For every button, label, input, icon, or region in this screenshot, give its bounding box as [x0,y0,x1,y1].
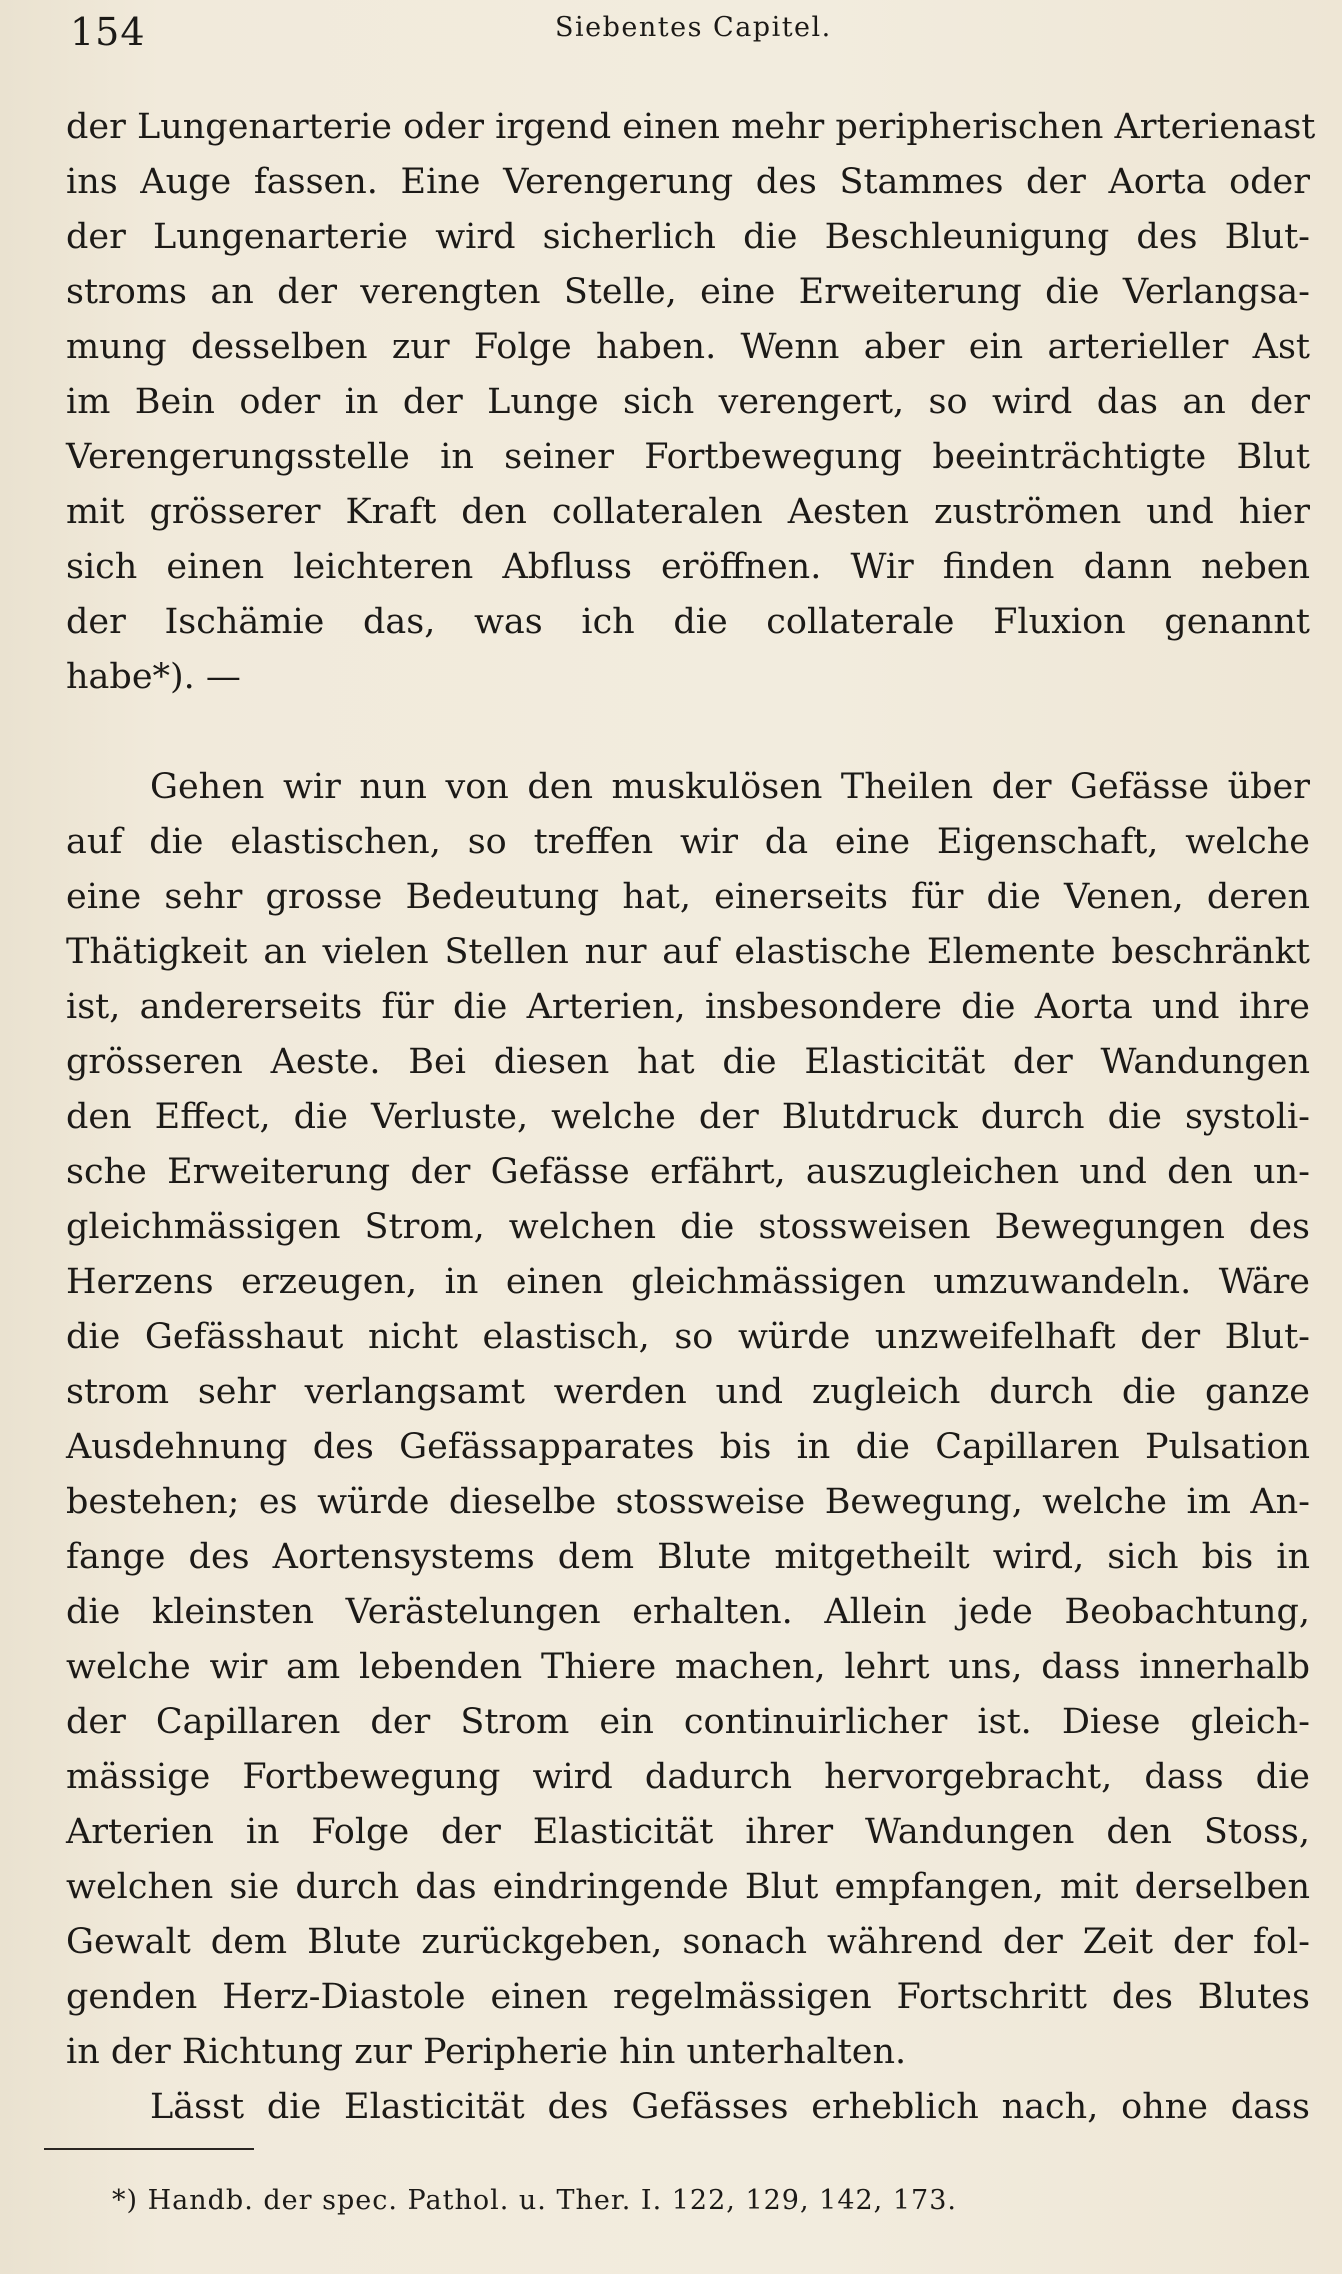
text-line: Gewalt dem Blute zurückgeben, sonach während der Zeit der fol- [66,1922,1310,1962]
paragraph-3 [66,2080,1310,2135]
text-line: der Capillaren der Strom ein continuirlicher ist. Diese gleich- [66,1702,1310,1742]
text-line: bestehen; es würde dieselbe stossweise Bewegung, welche im An- [66,1482,1310,1522]
text-line: mässige Fortbewegung wird dadurch hervorgebracht, dass die [66,1757,1310,1797]
text-line: der Lungenarterie wird sicherlich die Beschleunigung des Blut- [66,217,1310,257]
text-line: genden Herz-Diastole einen regelmässigen Fortschritt des Blutes [66,1977,1310,2017]
text-line: grösseren Aeste. Bei diesen hat die Elasticität der Wandungen [66,1042,1310,1082]
text-line: ins Auge fassen. Eine Verengerung des Stammes der Aorta oder [66,162,1310,202]
text-line: stroms an der verengten Stelle, eine Erweiterung die Verlangsa- [66,272,1310,312]
page-header [70,10,1310,60]
text-line: die kleinsten Verästelungen erhalten. Allein jede Beobachtung, [66,1592,1310,1632]
text-line: welche wir am lebenden Thiere machen, lehrt uns, dass innerhalb [66,1647,1310,1687]
text-line: der Ischämie das, was ich die collaterale Fluxion genannt [66,602,1310,642]
text-line: gleichmässigen Strom, welchen die stossweisen Bewegungen des [66,1207,1310,1247]
text-line: sche Erweiterung der Gefässe erfährt, auszugleichen und den un- [66,1152,1310,1192]
text-line: Lässt die Elasticität des Gefässes erheblich nach, ohne dass [150,2087,1310,2127]
text-line: Ausdehnung des Gefässapparates bis in die Capillaren Pulsation [66,1427,1310,1467]
text-line: die Gefässhaut nicht elastisch, so würde unzweifelhaft der Blut- [66,1317,1310,1357]
text-line: Arterien in Folge der Elasticität ihrer Wandungen den Stoss, [66,1812,1310,1852]
text-line: strom sehr verlangsamt werden und zugleich durch die ganze [66,1372,1310,1412]
text-line: Thätigkeit an vielen Stellen nur auf elastische Elemente beschränkt [66,932,1310,972]
text-line: fange des Aortensystems dem Blute mitgetheilt wird, sich bis in [66,1537,1310,1577]
text-line: Verengerungsstelle in seiner Fortbewegung beeinträchtigte Blut [66,437,1310,477]
text-line: welchen sie durch das eindringende Blut empfangen, mit derselben [66,1867,1310,1907]
footnote-divider [44,2148,254,2150]
running-head: Siebentes Capitel. [555,12,832,43]
text-line: sich einen leichteren Abfluss eröffnen. Wir finden dann neben [66,547,1310,587]
text-line: den Effect, die Verluste, welche der Blutdruck durch die systoli- [66,1097,1310,1137]
page-body [66,100,1316,2135]
paragraph-gap [66,705,1310,760]
text-line: auf die elastischen, so treffen wir da eine Eigenschaft, welche [66,822,1310,862]
text-line: mung desselben zur Folge haben. Wenn aber ein arterieller Ast [66,327,1310,367]
text-line: ist, andererseits für die Arterien, insbesondere die Aorta und ihre [66,987,1310,1027]
text-line: habe*). — [66,657,241,697]
paragraph-2 [66,760,1310,2080]
text-line: im Bein oder in der Lunge sich verengert, so wird das an der [66,382,1310,422]
text-line: in der Richtung zur Peripherie hin unterhalten. [66,2032,907,2072]
text-line: Gehen wir nun von den muskulösen Theilen der Gefässe über [150,767,1310,807]
text-line: mit grösserer Kraft den collateralen Aesten zuströmen und hier [66,492,1310,532]
text-line: Herzens erzeugen, in einen gleichmässigen umzuwandeln. Wäre [66,1262,1310,1302]
footnote: *) Handb. der spec. Pathol. u. Ther. I. 122, 129, 142, 173. [112,2185,957,2216]
text-line: der Lungenarterie oder irgend einen mehr peripherischen Arterienast [66,107,1316,147]
page-number: 154 [70,10,146,54]
paragraph-1 [66,100,1316,705]
text-line: eine sehr grosse Bedeutung hat, einerseits für die Venen, deren [66,877,1310,917]
